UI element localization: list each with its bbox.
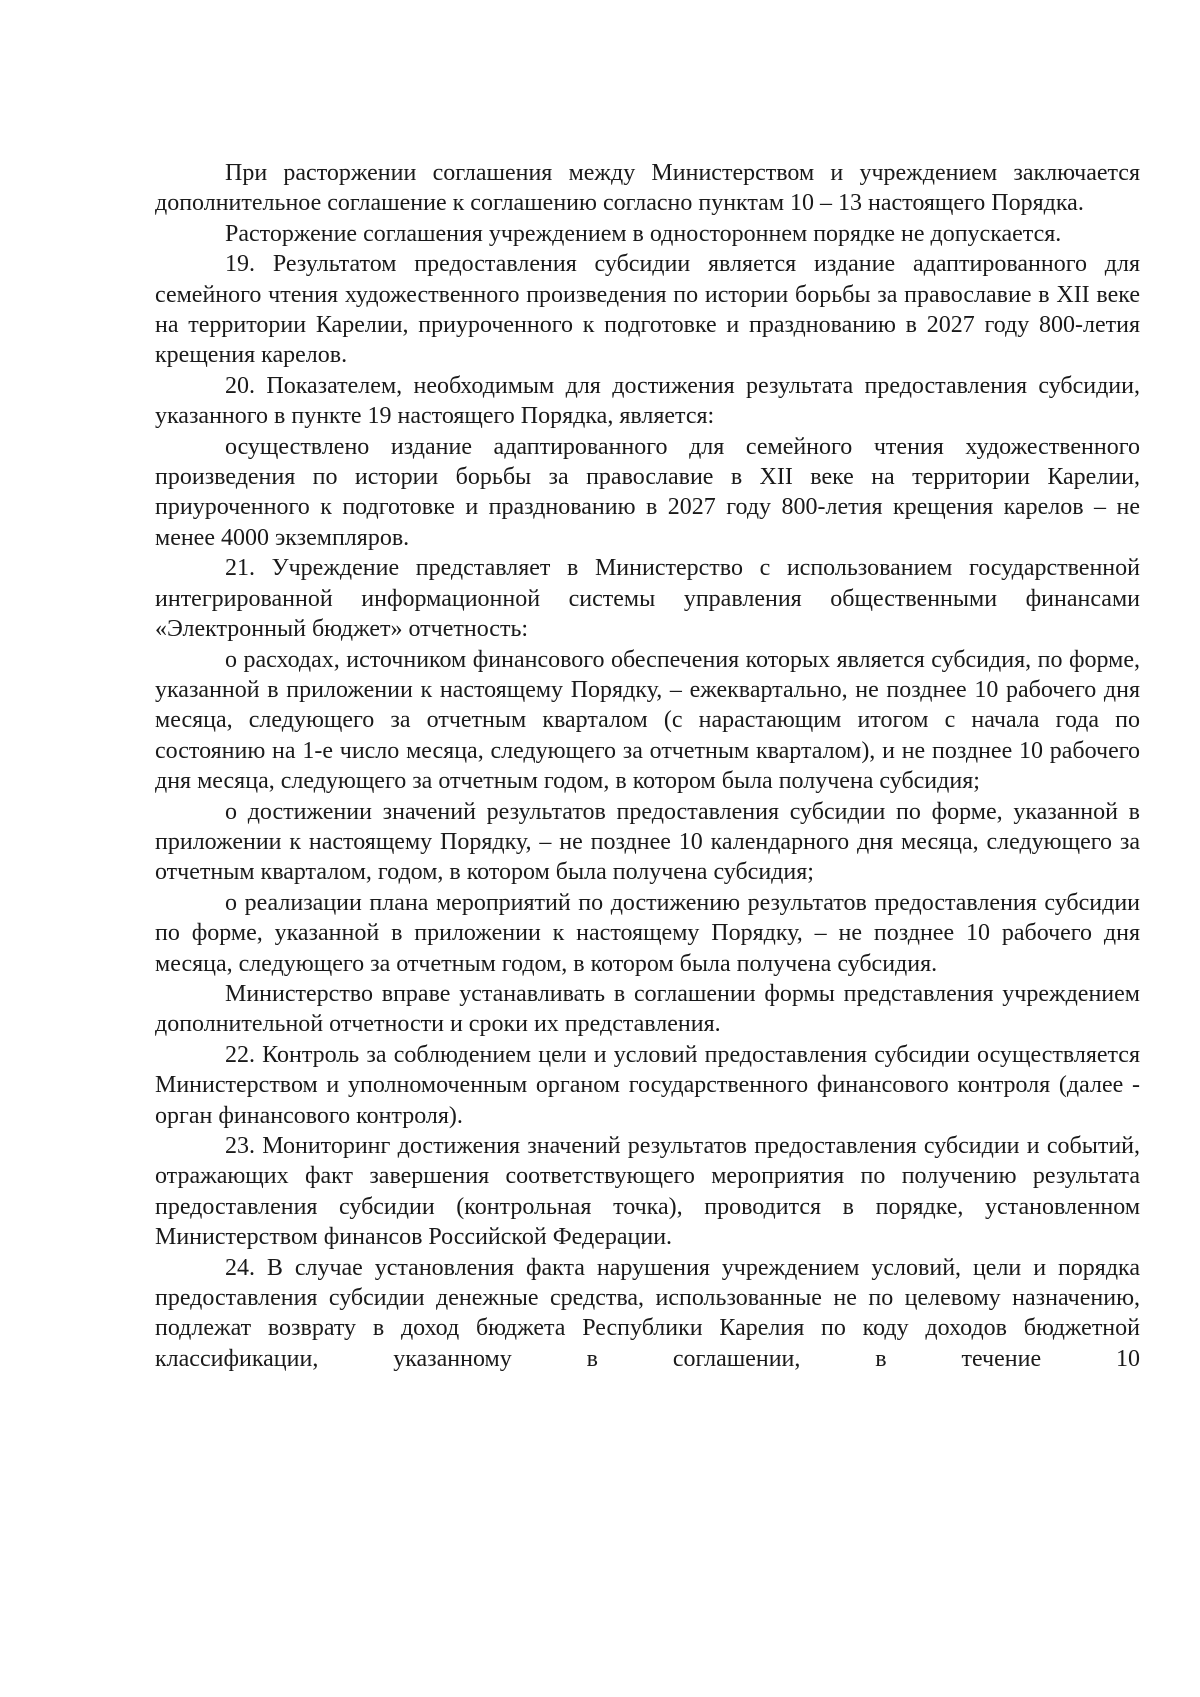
paragraph-item-21-plan-report: о реализации плана мероприятий по достижению результатов предоставления субсидии по форме, указанной в приложении к настоящему Порядку, – не позднее 10 рабочего дня месяца, следующего за отчетным годом, в котором была получена субсидия. (155, 889, 1140, 977)
paragraph-additional-reporting: Министерство вправе устанавливать в соглашении формы представления учреждением дополнительной отчетности и сроки их представления. (155, 980, 1140, 1038)
document-page (155, 158, 1140, 1374)
paragraph-item-24: 24. В случае установления факта нарушения учреждением условий, цели и порядка предоставления субсидии денежные средства, использованные не по целевому назначению, подлежат возврату в доход бюджета Республики Карелия по коду доходов бюджетной классификации, указанному в соглашении, в течение 10 (155, 1254, 1140, 1372)
paragraph-termination-agreement: При расторжении соглашения между Министерством и учреждением заключается дополнительное соглашение к соглашению согласно пунктам 10 – 13 настоящего Порядка. (155, 160, 1140, 217)
paragraph-item-20-indicator: осуществлено издание адаптированного для семейного чтения художественного произведения по истории борьбы за православие в XII веке на территории Карелии, приуроченного к подготовке и празднованию в 2027 году 800-летия крещения карелов – не менее 4000 экземпляров. (155, 433, 1140, 551)
paragraph-item-23: 23. Мониторинг достижения значений результатов предоставления субсидии и событий, отражающих факт завершения соответствующего мероприятия по получению результата предоставления субсидии (контрольная точка), проводится в порядке, установленном Министерством финансов Российской Федерации. (155, 1133, 1140, 1251)
paragraph-item-21-expenses-report: о расходах, источником финансового обеспечения которых является субсидия, по форме, указанной в приложении к настоящему Порядку, – ежеквартально, не позднее 10 рабочего дня месяца, следующего за отчетным кварталом (с нарастающим итогом с начала года по состоянию на 1-е число месяца, следующего за отчетным кварталом), и не позднее 10 рабочего дня месяца, следующего за отчетным годом, в котором была получена субсидия; (155, 646, 1140, 795)
paragraph-item-21: 21. Учреждение представляет в Министерство с использованием государственной интегрированной информационной системы управления общественными финансами «Электронный бюджет» отчетность: (155, 555, 1140, 643)
paragraph-item-21-results-report: о достижении значений результатов предоставления субсидии по форме, указанной в приложении к настоящему Порядку, – не позднее 10 календарного дня месяца, следующего за отчетным кварталом, годом, в котором была получена субсидия; (155, 798, 1140, 886)
paragraph-unilateral-termination: Расторжение соглашения учреждением в одностороннем порядке не допускается. (225, 220, 1062, 247)
paragraph-item-20: 20. Показателем, необходимым для достижения результата предоставления субсидии, указанного в пункте 19 настоящего Порядка, является: (155, 372, 1140, 430)
paragraph-item-22: 22. Контроль за соблюдением цели и условий предоставления субсидии осуществляется Министерством и уполномоченным органом государственного финансового контроля (далее - орган финансового контроля). (155, 1041, 1140, 1129)
paragraph-item-19: 19. Результатом предоставления субсидии является издание адаптированного для семейного чтения художественного произведения по истории борьбы за православие в XII веке на территории Карелии, приуроченного к подготовке и празднованию в 2027 году 800-летия крещения карелов. (155, 251, 1140, 369)
